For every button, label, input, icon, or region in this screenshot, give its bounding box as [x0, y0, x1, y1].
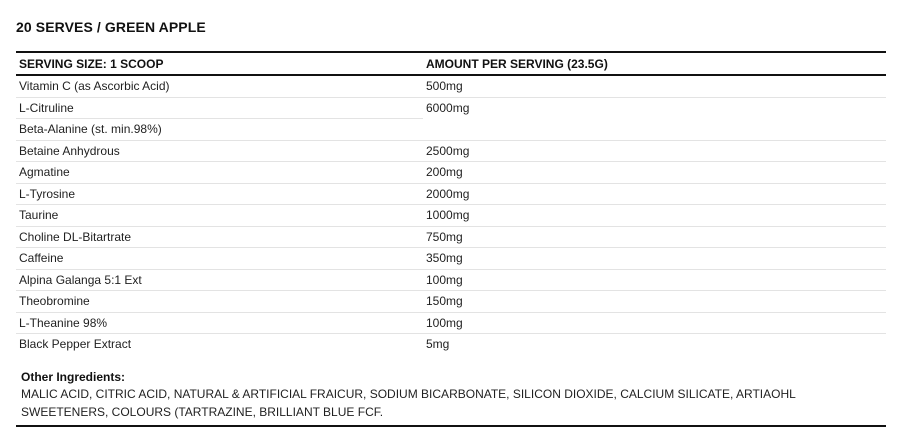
- table-row: [16, 291, 886, 313]
- amount-per-serving-header: AMOUNT PER SERVING (23.5G): [423, 53, 886, 75]
- table-row: [16, 248, 886, 270]
- other-ingredients-text: MALIC ACID, CITRIC ACID, NATURAL & ARTIFICIAL FRAICUR, SODIUM BICARBONATE, SILICON DIOXIDE, CALCIUM SILICATE, ARTIAOHL SWEETENERS, COLOURS (TARTRAZINE, BRILLIANT BLUE FCF.: [21, 386, 796, 419]
- product-title: 20 SERVES / GREEN APPLE: [16, 19, 206, 35]
- ingredient-name: Theobromine: [16, 291, 423, 313]
- ingredient-amount: 750mg: [423, 226, 886, 248]
- ingredient-name: Beta-Alanine (st. min.98%): [16, 119, 423, 141]
- ingredient-name: Agmatine: [16, 162, 423, 184]
- table-row: [16, 183, 886, 205]
- table-row: [16, 269, 886, 291]
- ingredient-amount: 6000mg: [426, 100, 470, 115]
- ingredient-amount: 5mg: [426, 337, 450, 352]
- ingredient-name: Alpina Galanga 5:1 Ext: [16, 269, 423, 291]
- other-ingredients-section: [16, 355, 886, 421]
- table-row: [16, 312, 886, 334]
- table-row: [16, 162, 886, 184]
- table-row: [16, 140, 886, 162]
- ingredient-amount: 350mg: [423, 248, 886, 270]
- ingredient-name: Black Pepper Extract: [19, 337, 132, 352]
- ingredient-name: L-Theanine 98%: [16, 312, 423, 334]
- supplement-facts-table: [16, 53, 886, 355]
- serving-size-header: SERVING SIZE: 1 SCOOP: [16, 53, 423, 75]
- table-row: [16, 205, 886, 227]
- bottom-divider: [16, 425, 886, 427]
- ingredient-amount: 2000mg: [423, 183, 886, 205]
- table-row: [16, 334, 886, 355]
- ingredient-amount: 1000mg: [423, 205, 886, 227]
- ingredient-amount: 200mg: [423, 162, 886, 184]
- table-header-row: [16, 53, 886, 75]
- ingredient-amount: [423, 119, 886, 141]
- ingredient-name: Betaine Anhydrous: [16, 140, 423, 162]
- ingredient-amount: 2500mg: [423, 140, 886, 162]
- ingredient-name: Taurine: [16, 205, 423, 227]
- table-row: [16, 226, 886, 248]
- ingredient-name: Choline DL-Bitartrate: [16, 226, 423, 248]
- ingredient-amount: 100mg: [423, 312, 886, 334]
- table-row: [16, 119, 886, 141]
- other-ingredients-label: Other Ingredients:: [21, 369, 126, 384]
- ingredient-name: Vitamin C (as Ascorbic Acid): [16, 75, 423, 97]
- ingredient-name: L-Citruline: [16, 97, 423, 119]
- ingredient-name: Caffeine: [16, 248, 423, 270]
- table-row: [16, 75, 886, 97]
- ingredient-amount: 500mg: [423, 75, 886, 97]
- ingredient-amount: 100mg: [423, 269, 886, 291]
- table-row: [16, 97, 886, 119]
- ingredient-name: L-Tyrosine: [16, 183, 423, 205]
- ingredient-amount: 150mg: [423, 291, 886, 313]
- supplement-facts-panel: [16, 51, 886, 421]
